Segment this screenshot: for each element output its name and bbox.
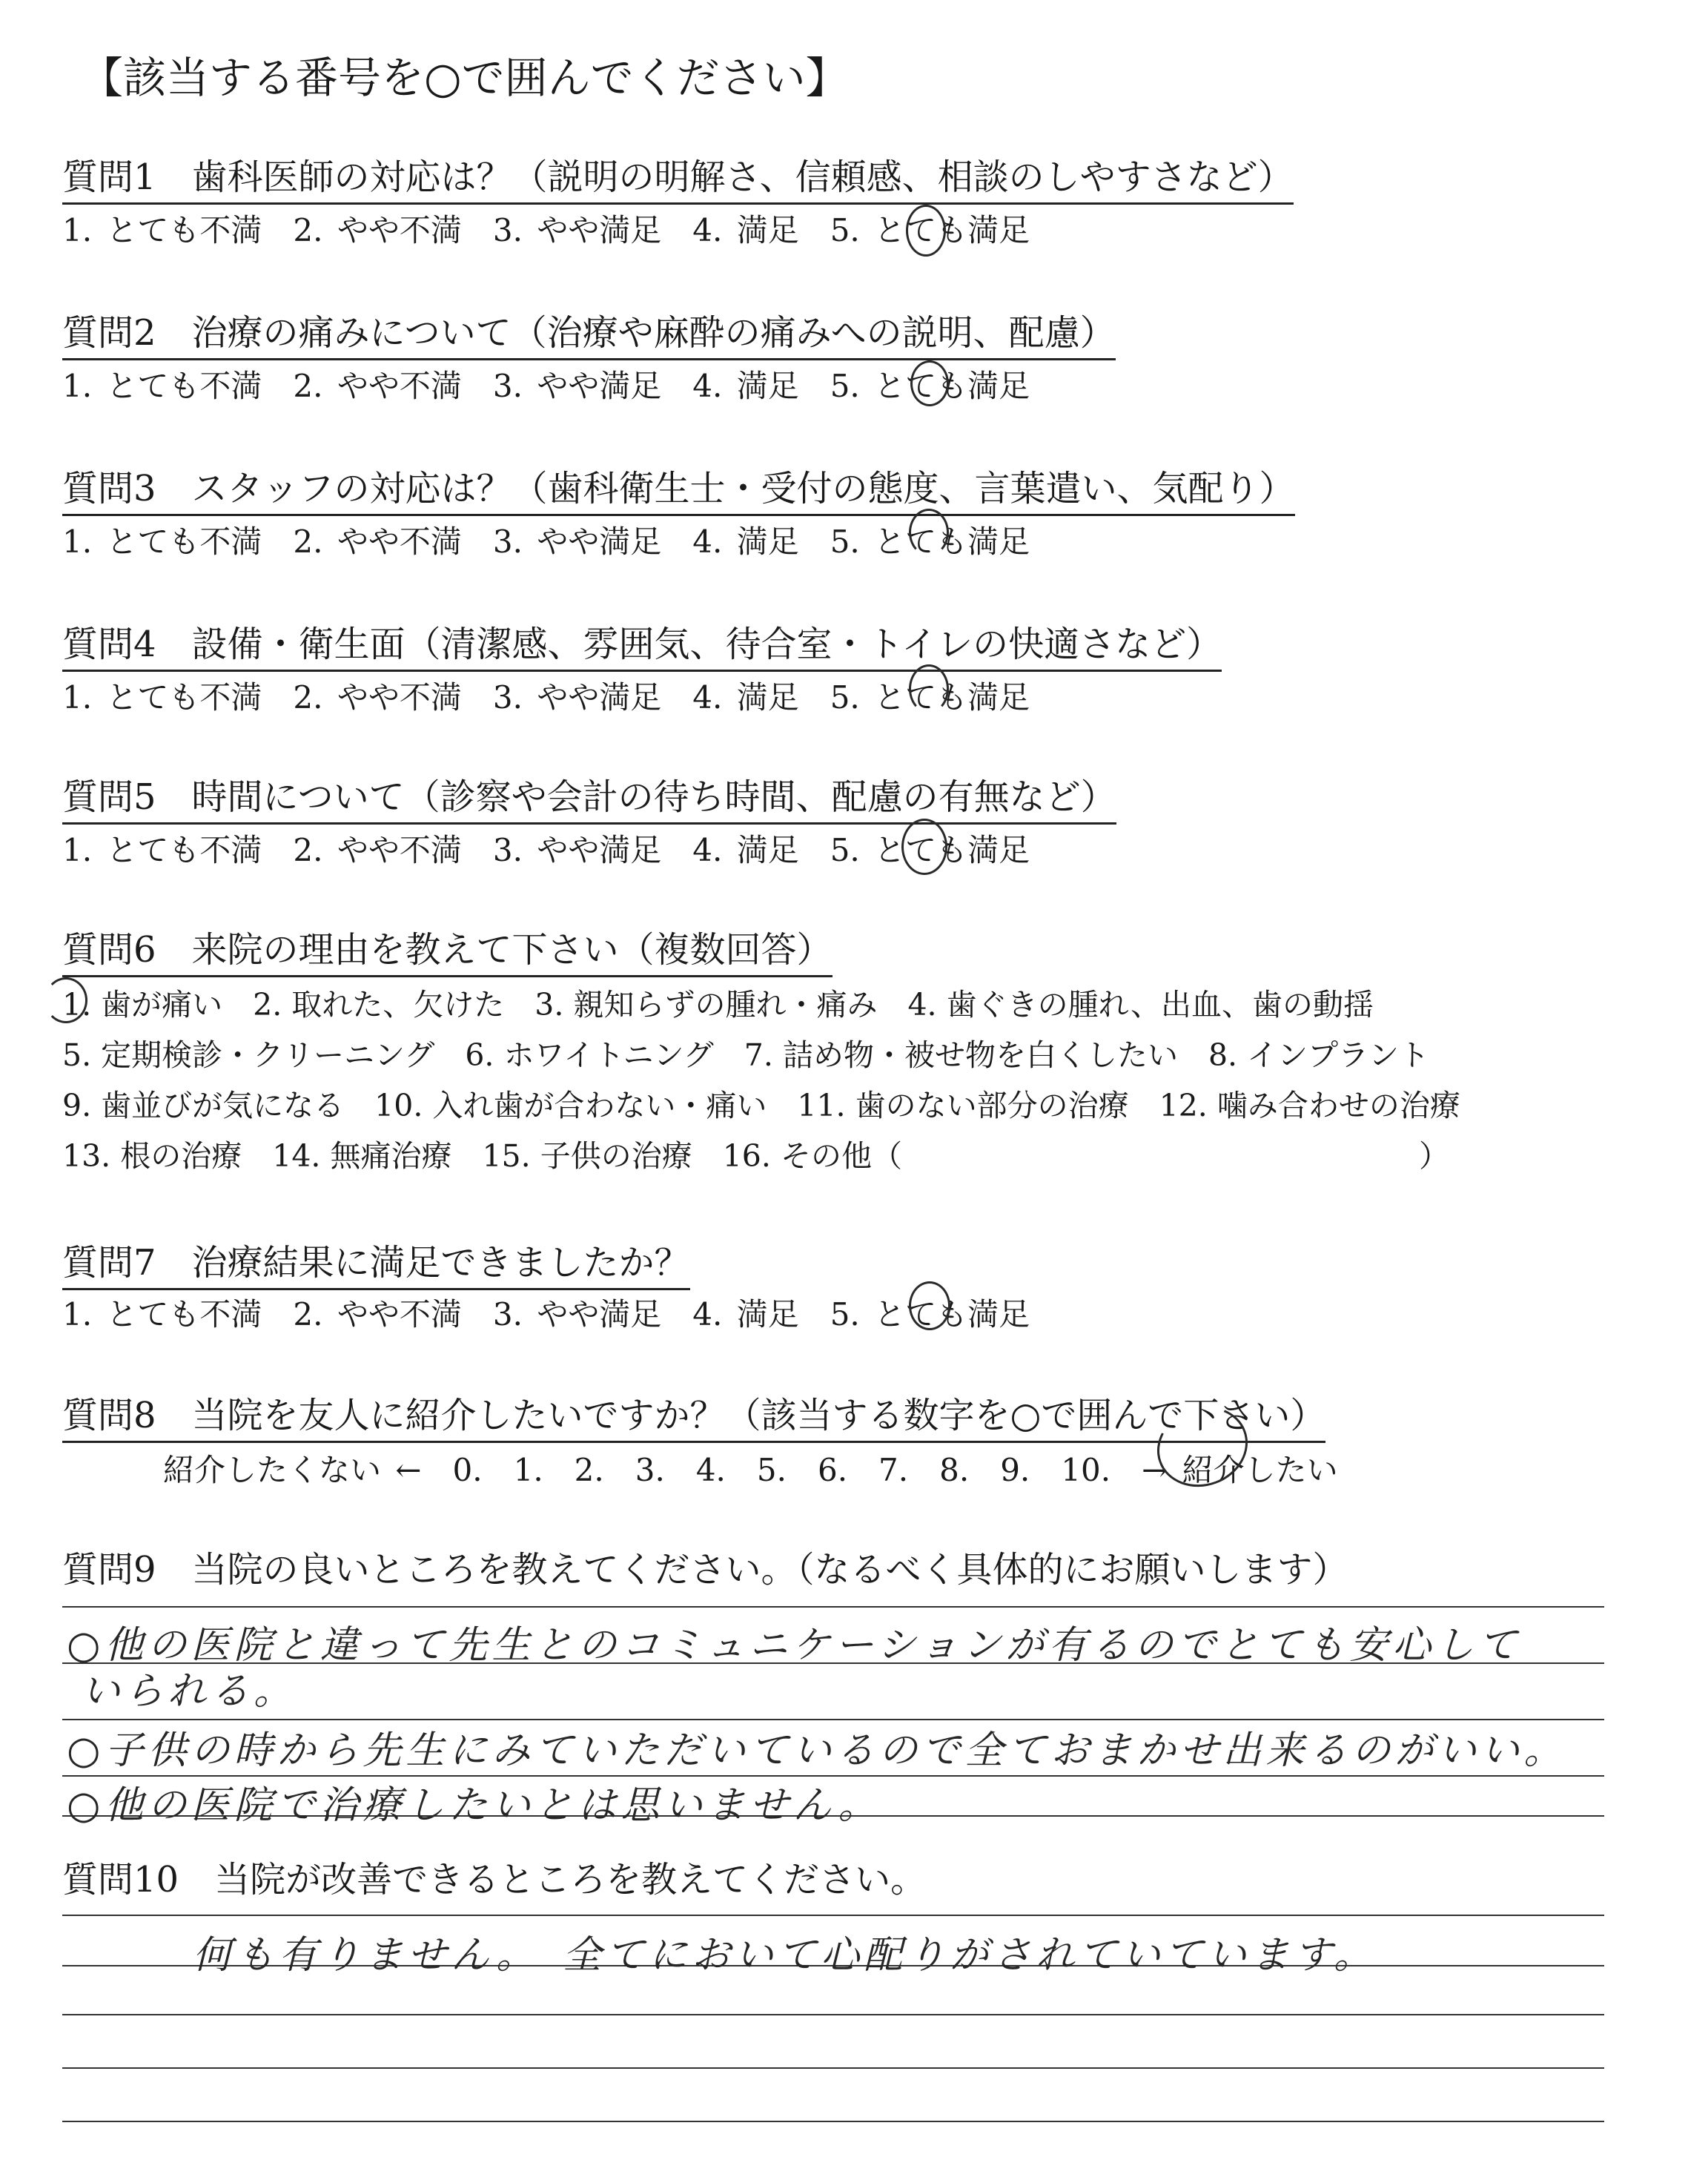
q7-options[interactable]: 1. とても不満 2. やや不満 3. やや満足 4. 満足 5. とても満足 — [62, 1296, 1030, 1332]
q2-options[interactable]: 1. とても不満 2. やや不満 3. やや満足 4. 満足 5. とても満足 — [62, 368, 1030, 404]
q1-options[interactable]: 1. とても不満 2. やや不満 3. やや満足 4. 満足 5. とても満足 — [62, 212, 1030, 248]
q6-reasons-line-4[interactable]: 13. 根の治療 14. 無痛治療 15. 子供の治療 16. その他（ ） — [62, 1138, 1449, 1174]
q9-rule-1 — [62, 1606, 1604, 1608]
q8-scale[interactable]: 紹介したくない ← 0. 1. 2. 3. 4. 5. 6. 7. 8. 9. 10. → 紹介したい — [163, 1452, 1338, 1488]
q9-answer-line-3: ○子供の時から先生にみていただいているので全ておまかせ出来るのがいい。 — [67, 1728, 1567, 1773]
q6-title: 質問6 来院の理由を教えて下さい（複数回答） — [62, 921, 833, 977]
q8-title: 質問8 当院を友人に紹介したいですか？（該当する数字を○で囲んで下さい） — [62, 1387, 1325, 1443]
q9-answer-line-2: いられる。 — [82, 1669, 297, 1714]
q10-answer-line-1: 何も有りません。 全てにおいて心配りがされていています。 — [193, 1933, 1377, 1978]
q4-answer-circle — [909, 664, 949, 713]
form-heading: 【該当する番号を○で囲んでください】 — [80, 53, 849, 103]
q9-answer-line-1: ○他の医院と違って先生とのコミュニケーションが有るのでとても安心して — [67, 1623, 1522, 1668]
q5-answer-circle — [901, 819, 947, 875]
q10-rule-5 — [62, 2121, 1604, 2122]
q10-rule-4 — [62, 2067, 1604, 2069]
q6-answer-circle — [44, 977, 87, 1023]
q4-options[interactable]: 1. とても不満 2. やや不満 3. やや満足 4. 満足 5. とても満足 — [62, 679, 1030, 716]
q6-reasons-line-3[interactable]: 9. 歯並びが気になる 10. 入れ歯が合わない・痛い 11. 歯のない部分の治療 12. 噛み合わせの治療 — [62, 1088, 1460, 1123]
q6-reasons-line-2[interactable]: 5. 定期検診・クリーニング 6. ホワイトニング 7. 詰め物・被せ物を白くしたい 8. インプラント — [62, 1037, 1430, 1073]
q10-rule-3 — [62, 2014, 1604, 2015]
q7-title: 質問7 治療結果に満足できましたか？ — [62, 1234, 690, 1290]
q10-rule-1 — [62, 1915, 1604, 1916]
q1-answer-circle — [906, 205, 946, 257]
q10-title: 質問10 当院が改善できるところを教えてください。 — [62, 1859, 927, 1900]
q3-title: 質問3 スタッフの対応は？（歯科衛生士・受付の態度、言葉遣い、気配り） — [62, 460, 1295, 516]
q1-title: 質問1 歯科医師の対応は？（説明の明解さ、信頼感、相談のしやすさなど） — [62, 148, 1294, 205]
q3-answer-circle — [909, 509, 949, 556]
q2-answer-circle — [910, 360, 949, 406]
q9-answer-line-4: ○他の医院で治療したいとは思いません。 — [67, 1783, 881, 1828]
q5-title: 質問5 時間について（診察や会計の待ち時間、配慮の有無など） — [62, 768, 1116, 825]
q6-reasons-line-1[interactable]: 1. 歯が痛い 2. 取れた、欠けた 3. 親知らずの腫れ・痛み 4. 歯ぐきの腫れ、出血、歯の動揺 — [62, 987, 1374, 1023]
q3-options[interactable]: 1. とても不満 2. やや不満 3. やや満足 4. 満足 5. とても満足 — [62, 524, 1030, 560]
q4-title: 質問4 設備・衛生面（清潔感、雰囲気、待合室・トイレの快適さなど） — [62, 615, 1222, 672]
q5-options[interactable]: 1. とても不満 2. やや不満 3. やや満足 4. 満足 5. とても満足 — [62, 832, 1030, 868]
q9-title: 質問9 当院の良いところを教えてください。（なるべく具体的にお願いします） — [62, 1549, 1348, 1591]
q2-title: 質問2 治療の痛みについて（治療や麻酔の痛みへの説明、配慮） — [62, 304, 1116, 360]
q7-answer-circle — [909, 1281, 950, 1330]
